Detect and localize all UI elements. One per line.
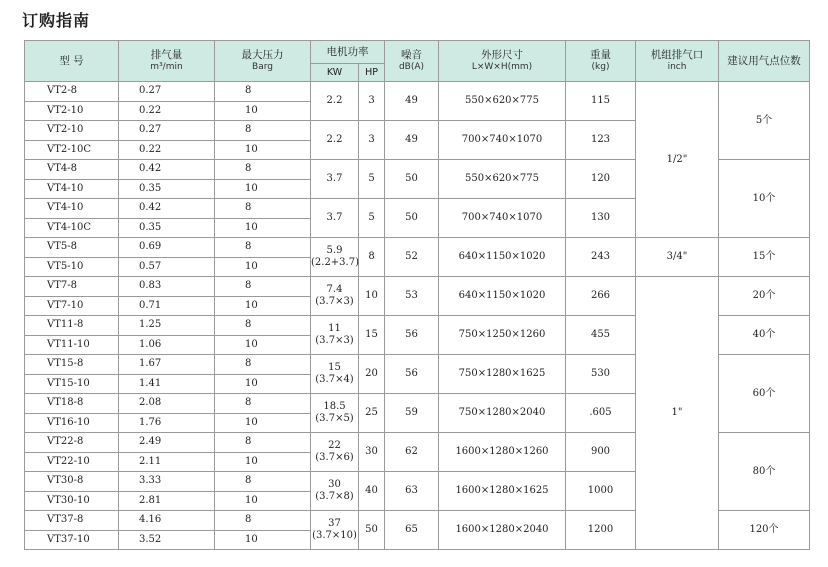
cell-points: 40个 <box>719 316 810 355</box>
cell-pressure: 10 <box>215 413 311 433</box>
cell-noise: 62 <box>385 433 439 472</box>
cell-air-flow: 0.57 <box>119 257 215 277</box>
kw-breakdown: (3.7×3) <box>315 335 354 346</box>
cell-kw <box>311 472 359 511</box>
cell-outlet: 1/2" <box>636 82 719 238</box>
cell-weight: 243 <box>566 238 636 277</box>
cell-pressure: 8 <box>215 277 311 297</box>
cell-air-flow: 1.41 <box>119 374 215 394</box>
cell-pressure: 8 <box>215 121 311 141</box>
cell-weight: 115 <box>566 82 636 121</box>
cell-weight: 1200 <box>566 511 636 550</box>
cell-air-flow: 1.25 <box>119 316 215 336</box>
cell-pressure: 8 <box>215 199 311 219</box>
cell-kw <box>311 394 359 433</box>
cell-noise: 50 <box>385 199 439 238</box>
header-noise: 噪音 dB(A) <box>385 41 439 82</box>
cell-dimensions: 640×1150×1020 <box>439 238 566 277</box>
cell-pressure: 10 <box>215 374 311 394</box>
cell-kw <box>311 355 359 394</box>
cell-model: VT37-8 <box>25 511 119 531</box>
cell-model: VT16-10 <box>25 413 119 433</box>
cell-weight: 266 <box>566 277 636 316</box>
cell-weight: 530 <box>566 355 636 394</box>
cell-weight: 120 <box>566 160 636 199</box>
cell-model: VT5-10 <box>25 257 119 277</box>
cell-model: VT37-10 <box>25 530 119 550</box>
cell-model: VT11-8 <box>25 316 119 336</box>
cell-points: 10个 <box>719 160 810 238</box>
cell-air-flow: 0.69 <box>119 238 215 258</box>
cell-pressure: 8 <box>215 238 311 258</box>
cell-pressure: 10 <box>215 140 311 160</box>
cell-air-flow: 2.11 <box>119 452 215 472</box>
cell-model: VT22-10 <box>25 452 119 472</box>
cell-pressure: 8 <box>215 511 311 531</box>
cell-points: 80个 <box>719 433 810 511</box>
cell-pressure: 8 <box>215 433 311 453</box>
cell-noise: 52 <box>385 238 439 277</box>
cell-air-flow: 0.22 <box>119 101 215 121</box>
cell-model: VT7-8 <box>25 277 119 297</box>
cell-model: VT15-10 <box>25 374 119 394</box>
header-points: 建议用气点位数 <box>719 41 810 82</box>
cell-noise: 56 <box>385 355 439 394</box>
cell-air-flow: 0.27 <box>119 121 215 141</box>
cell-air-flow: 0.83 <box>119 277 215 297</box>
cell-noise: 65 <box>385 511 439 550</box>
cell-model: VT7-10 <box>25 296 119 316</box>
cell-weight: 130 <box>566 199 636 238</box>
header-air-flow: 排气量 m³/min <box>119 41 215 82</box>
cell-pressure: 10 <box>215 179 311 199</box>
cell-dimensions: 640×1150×1020 <box>439 277 566 316</box>
cell-air-flow: 0.35 <box>119 179 215 199</box>
kw-value: 30 <box>328 479 341 490</box>
cell-outlet: 1" <box>636 277 719 550</box>
header-motor-power: 电机功率 <box>311 41 385 64</box>
cell-hp: 30 <box>359 433 385 472</box>
cell-pressure: 8 <box>215 82 311 102</box>
cell-model: VT2-8 <box>25 82 119 102</box>
cell-hp: 20 <box>359 355 385 394</box>
kw-value: 3.7 <box>326 173 343 184</box>
kw-value: 7.4 <box>326 284 343 295</box>
cell-kw <box>311 277 359 316</box>
cell-dimensions: 550×620×775 <box>439 160 566 199</box>
header-max-pressure: 最大压力 Barg <box>215 41 311 82</box>
table-row <box>25 238 810 258</box>
page-title: 订购指南 <box>22 11 91 30</box>
cell-dimensions: 750×1250×1260 <box>439 316 566 355</box>
cell-dimensions: 1600×1280×1625 <box>439 472 566 511</box>
cell-air-flow: 0.71 <box>119 296 215 316</box>
cell-model: VT5-8 <box>25 238 119 258</box>
cell-air-flow: 1.06 <box>119 335 215 355</box>
kw-value: 2.2 <box>326 95 343 106</box>
cell-model: VT2-10 <box>25 101 119 121</box>
header-kw: KW <box>311 64 359 82</box>
cell-pressure: 8 <box>215 472 311 492</box>
cell-dimensions: 1600×1280×2040 <box>439 511 566 550</box>
cell-model: VT4-10 <box>25 179 119 199</box>
cell-air-flow: 3.52 <box>119 530 215 550</box>
cell-hp: 40 <box>359 472 385 511</box>
cell-pressure: 10 <box>215 218 311 238</box>
header-dimensions: 外形尺寸 L×W×H(mm) <box>439 41 566 82</box>
kw-breakdown: (3.7×10) <box>312 530 357 541</box>
cell-noise: 59 <box>385 394 439 433</box>
cell-pressure: 8 <box>215 394 311 414</box>
cell-noise: 53 <box>385 277 439 316</box>
kw-breakdown: (3.7×5) <box>315 413 354 424</box>
cell-points: 20个 <box>719 277 810 316</box>
cell-model: VT15-8 <box>25 355 119 375</box>
cell-noise: 63 <box>385 472 439 511</box>
cell-air-flow: 2.81 <box>119 491 215 511</box>
cell-hp: 25 <box>359 394 385 433</box>
cell-pressure: 8 <box>215 160 311 180</box>
cell-dimensions: 700×740×1070 <box>439 199 566 238</box>
cell-points: 60个 <box>719 355 810 433</box>
kw-breakdown: (3.7×3) <box>315 296 354 307</box>
kw-breakdown: (3.7×6) <box>315 452 354 463</box>
table-row <box>25 277 810 297</box>
cell-weight: 123 <box>566 121 636 160</box>
cell-air-flow: 2.49 <box>119 433 215 453</box>
cell-kw <box>311 121 359 160</box>
header-outlet: 机组排气口 inch <box>636 41 719 82</box>
cell-kw <box>311 160 359 199</box>
cell-air-flow: 0.42 <box>119 199 215 219</box>
cell-model: VT30-8 <box>25 472 119 492</box>
cell-pressure: 10 <box>215 452 311 472</box>
kw-value: 37 <box>328 518 341 529</box>
cell-pressure: 10 <box>215 257 311 277</box>
kw-breakdown: (2.2+3.7) <box>311 257 359 268</box>
cell-noise: 49 <box>385 82 439 121</box>
cell-points: 5个 <box>719 82 810 160</box>
header-hp: HP <box>359 64 385 82</box>
cell-hp: 5 <box>359 199 385 238</box>
cell-air-flow: 1.67 <box>119 355 215 375</box>
kw-value: 11 <box>328 323 341 334</box>
cell-kw <box>311 82 359 121</box>
cell-pressure: 10 <box>215 296 311 316</box>
cell-air-flow: 4.16 <box>119 511 215 531</box>
cell-kw <box>311 316 359 355</box>
cell-points: 120个 <box>719 511 810 550</box>
cell-dimensions: 1600×1280×1260 <box>439 433 566 472</box>
cell-model: VT30-10 <box>25 491 119 511</box>
cell-kw <box>311 238 359 277</box>
cell-hp: 5 <box>359 160 385 199</box>
cell-dimensions: 750×1280×2040 <box>439 394 566 433</box>
cell-weight: 455 <box>566 316 636 355</box>
cell-air-flow: 0.27 <box>119 82 215 102</box>
kw-value: 18.5 <box>323 401 346 412</box>
cell-hp: 15 <box>359 316 385 355</box>
cell-kw <box>311 199 359 238</box>
cell-dimensions: 750×1280×1625 <box>439 355 566 394</box>
table-row <box>25 82 810 102</box>
cell-points: 15个 <box>719 238 810 277</box>
cell-pressure: 10 <box>215 491 311 511</box>
cell-noise: 56 <box>385 316 439 355</box>
cell-model: VT22-8 <box>25 433 119 453</box>
cell-air-flow: 2.08 <box>119 394 215 414</box>
cell-dimensions: 700×740×1070 <box>439 121 566 160</box>
cell-hp: 50 <box>359 511 385 550</box>
cell-model: VT2-10C <box>25 140 119 160</box>
cell-hp: 10 <box>359 277 385 316</box>
cell-pressure: 8 <box>215 355 311 375</box>
header-model: 型 号 <box>25 41 119 82</box>
kw-value: 22 <box>328 440 341 451</box>
cell-air-flow: 0.42 <box>119 160 215 180</box>
cell-kw <box>311 511 359 550</box>
kw-value: 15 <box>328 362 341 373</box>
cell-outlet: 3/4" <box>636 238 719 277</box>
kw-breakdown: (3.7×8) <box>315 491 354 502</box>
cell-air-flow: 1.76 <box>119 413 215 433</box>
cell-model: VT4-8 <box>25 160 119 180</box>
cell-model: VT18-8 <box>25 394 119 414</box>
cell-air-flow: 3.33 <box>119 472 215 492</box>
cell-model: VT4-10C <box>25 218 119 238</box>
cell-model: VT2-10 <box>25 121 119 141</box>
kw-value: 2.2 <box>326 134 343 145</box>
table-body <box>25 82 810 550</box>
kw-breakdown: (3.7×4) <box>315 374 354 385</box>
cell-model: VT11-10 <box>25 335 119 355</box>
cell-hp: 3 <box>359 121 385 160</box>
kw-value: 3.7 <box>326 212 343 223</box>
cell-model: VT4-10 <box>25 199 119 219</box>
cell-kw <box>311 433 359 472</box>
cell-weight: .605 <box>566 394 636 433</box>
kw-value: 5.9 <box>326 245 343 256</box>
cell-air-flow: 0.22 <box>119 140 215 160</box>
cell-hp: 8 <box>359 238 385 277</box>
cell-weight: 1000 <box>566 472 636 511</box>
ordering-guide-table <box>24 40 810 550</box>
header-weight: 重量 (kg) <box>566 41 636 82</box>
cell-air-flow: 0.35 <box>119 218 215 238</box>
cell-pressure: 8 <box>215 316 311 336</box>
cell-pressure: 10 <box>215 335 311 355</box>
cell-pressure: 10 <box>215 101 311 121</box>
cell-hp: 3 <box>359 82 385 121</box>
cell-noise: 50 <box>385 160 439 199</box>
cell-weight: 900 <box>566 433 636 472</box>
cell-pressure: 10 <box>215 530 311 550</box>
cell-dimensions: 550×620×775 <box>439 82 566 121</box>
cell-noise: 49 <box>385 121 439 160</box>
